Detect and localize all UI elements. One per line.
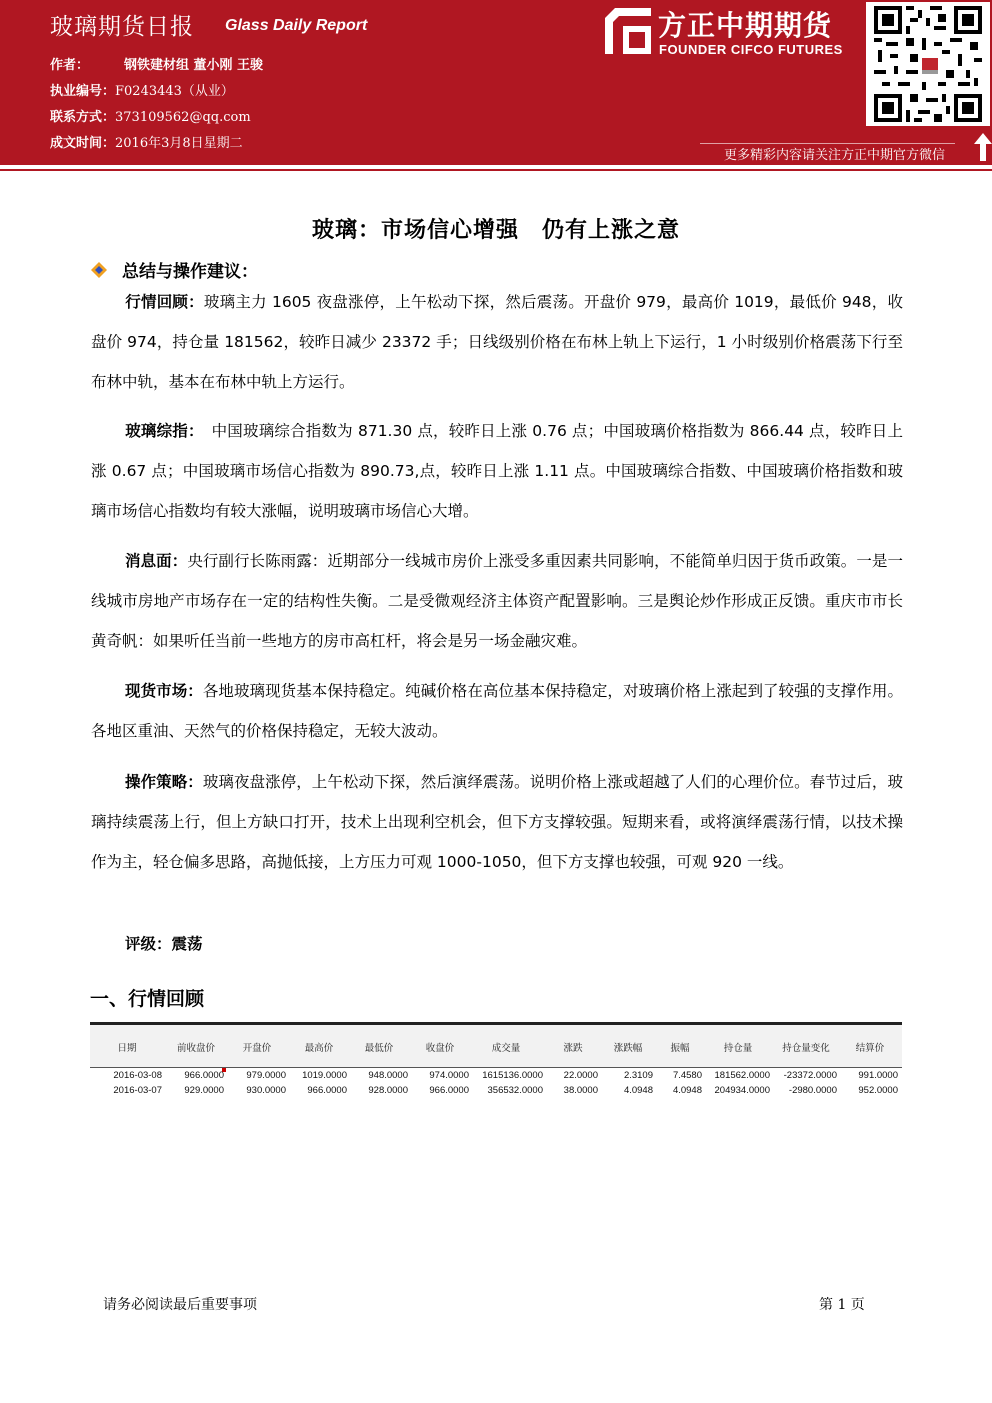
license-row [50,80,234,99]
author-label: 作者： [50,58,90,73]
news-paragraph [91,541,903,661]
table-cell: 974.0000 [429,1070,469,1081]
document-title: 玻璃：市场信心增强 仍有上涨之意 [311,218,680,243]
table-cell: 952.0000 [858,1085,898,1096]
market-review-text: 玻璃主力 1605 夜盘涨停，上午松动下探，然后震荡。开盘价 979，最高价 1019，最低价 948，收盘价 974，持仓量 181562，较昨日减少 23372 手；日线级别价格在布林上轨上下运行，1 小时级别价格震荡下行至布林中轨，基本在布林中轨上方运行。 [91,293,903,391]
brand-name-cn: 方正中期期货 [658,9,833,42]
table-cell: 1019.0000 [302,1070,347,1081]
market-review-paragraph [91,282,903,402]
table-header-cell: 开盘价 [242,1043,272,1054]
table-cell: 1615136.0000 [482,1070,543,1081]
table-header-cell: 持仓量变化 [782,1043,830,1054]
table-header-cell: 持仓量 [723,1043,753,1054]
table-cell: 181562.0000 [714,1070,770,1081]
table-header-cell: 成交量 [491,1043,521,1054]
table-cell: 966.0000 [307,1085,347,1096]
license-value: F0243443（从业） [115,84,234,99]
report-title: 玻璃期货日报 [50,14,194,40]
brand-name-en: FOUNDER CIFCO FUTURES [659,42,843,57]
rating-value: 震荡 [171,935,203,953]
strategy-lead: 操作策略： [125,773,203,791]
table-header-cell: 日期 [117,1043,137,1054]
table-header-cell: 振幅 [670,1043,690,1054]
contact-value: 373109562@qq.com [115,110,251,125]
table-cell: 2016-03-08 [113,1070,162,1081]
table-cell: 2016-03-07 [113,1085,162,1096]
table-cell: 929.0000 [184,1085,224,1096]
author-row [50,54,263,73]
page-number: 第 1 页 [819,1297,865,1313]
table-cell: 930.0000 [246,1085,286,1096]
date-row [50,132,243,151]
news-lead: 消息面： [125,552,188,570]
table-header-cell: 涨跌 [563,1043,583,1054]
table-cell: 204934.0000 [714,1085,770,1096]
rating-paragraph [91,924,903,964]
spot-paragraph [91,671,903,751]
follow-wechat-text: 更多精彩内容请关注方正中期官方微信 [724,148,946,163]
table-header-cell: 结算价 [855,1043,885,1054]
brand-logo [600,2,858,62]
table-cell: 7.4580 [672,1070,702,1081]
table-cell: 4.0948 [623,1085,653,1096]
date-label: 成文时间： [50,136,116,151]
table-cell: 991.0000 [858,1070,898,1081]
up-arrow-icon [974,133,992,161]
table-cell: -2980.0000 [788,1085,837,1096]
table-cell: 2.3109 [623,1070,653,1081]
table-header-cell: 收盘价 [425,1043,455,1054]
report-title-en: Glass Daily Report [225,17,368,34]
spot-text: 各地玻璃现货基本保持稳定。纯碱价格在高位基本保持稳定，对玻璃价格上涨起到了较强的支撑作用。各地区重油、天然气的价格保持稳定，无较大波动。 [91,682,903,740]
wechat-qr-code[interactable] [866,2,990,126]
date-value: 2016年3月8日星期二 [115,136,243,151]
table-header-cell: 最低价 [364,1043,394,1054]
market-review-lead: 行情回顾： [125,293,204,311]
table-cell: 979.0000 [246,1070,286,1081]
table-cell: 356532.0000 [487,1085,543,1096]
table-cell: 22.0000 [563,1070,598,1081]
table-cell: 966.0000 [184,1070,224,1081]
index-lead: 玻璃综指： [125,422,196,440]
table-cell: 38.0000 [563,1085,598,1096]
license-label: 执业编号： [50,84,116,99]
footer-notice: 请务必阅读最后重要事项 [103,1297,257,1313]
section-heading-market-review: 一、行情回顾 [90,988,205,1010]
summary-heading [90,257,258,282]
summary-heading-text: 总结与操作建议： [122,262,258,282]
rating-lead: 评级： [125,935,172,953]
table-header-cell: 前收盘价 [176,1043,215,1054]
report-header [0,0,992,165]
contact-label: 联系方式： [50,110,116,125]
table-header-cell: 最高价 [304,1043,334,1054]
diamond-bullet-icon [90,261,108,279]
index-text: 中国玻璃综合指数为 871.30 点，较昨日上涨 0.76 点；中国玻璃价格指数为 866.44 点，较昨日上涨 0.67 点；中国玻璃市场信心指数为 890.73,点，较昨日上涨 1.11 点。中国玻璃综合指数、中国玻璃价格指数和玻璃市场信心指数均有较大涨幅，说明玻璃市场信心大增。 [91,422,903,520]
table-cell: 4.0948 [672,1085,702,1096]
header-rule [0,165,992,179]
table-cell: 928.0000 [368,1085,408,1096]
table-cell: -23372.0000 [783,1070,837,1081]
strategy-paragraph [91,762,903,882]
qr-code-icon [874,6,982,122]
table-cell: 948.0000 [368,1070,408,1081]
strategy-text: 玻璃夜盘涨停，上午松动下探，然后演绎震荡。说明价格上涨或超越了人们的心理价位。春节过后，玻璃持续震荡上行，但上方缺口打开，技术上出现利空机会，但下方支撑较强。短期来看，或将演绎震荡行情，以技术操作为主，轻仓偏多思路，高抛低接，上方压力可观 1000-1050，但下方支撑也较强，可观 920 一线。 [91,773,903,871]
contact-row [50,106,251,125]
table-header-rule [90,1067,902,1068]
table-header-cell: 涨跌幅 [613,1043,643,1054]
table-cell: 966.0000 [429,1085,469,1096]
brand-mark-icon [605,8,651,54]
news-text: 央行副行长陈雨露：近期部分一线城市房价上涨受多重因素共同影响，不能简单归因于货币政策。一是一线城市房地产市场存在一定的结构性失衡。二是受微观经济主体资产配置影响。三是舆论炒作形成正反馈。重庆市市长黄奇帆：如果听任当前一些地方的房市高杠杆，将会是另一场金融灾难。 [91,552,903,650]
index-paragraph [91,411,903,531]
author-value: 钢铁建材组 董小刚 王骏 [124,58,264,73]
spot-lead: 现货市场： [125,682,203,700]
